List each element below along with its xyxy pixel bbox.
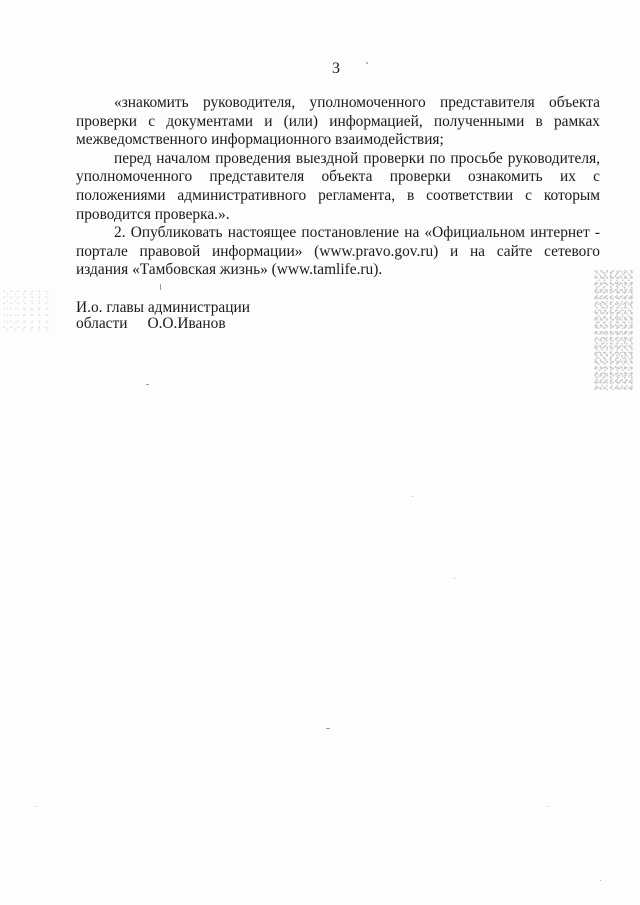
scan-speck: [326, 728, 330, 729]
paragraph: «знакомить руководителя, уполномоченного представителя объекта проверки с документами и (или) информацией, полученными в рамках межведомственного информационного взаимодействия;: [76, 94, 600, 149]
paragraph: перед началом проведения выездной проверки по просьбе руководителя, уполномоченного представителя объекта проверки ознакомить их с положениями административного регламента, в соответствии с которым проводится проверка.».: [76, 149, 600, 223]
scan-noise: [2, 290, 50, 330]
document-body: [76, 94, 600, 280]
scan-speck: [160, 284, 161, 290]
scan-speck: [366, 62, 368, 64]
page-number: 3: [332, 60, 340, 77]
scan-speck: [548, 806, 549, 807]
scan-speck: [36, 806, 37, 807]
scan-noise: [594, 270, 634, 390]
signatory-position-continued: [76, 316, 250, 332]
signatory-position-line2: области: [76, 315, 128, 332]
signatory-position: И.о. главы администрации: [76, 299, 250, 316]
scan-speck: [146, 384, 149, 385]
signature-block: [76, 300, 250, 332]
scan-speck: [412, 496, 413, 497]
scan-speck: [600, 880, 601, 881]
signatory-name: О.О.Иванов: [147, 315, 226, 332]
scan-speck: [454, 578, 455, 579]
paragraph: 2. Опубликовать настоящее постановление на «Официальном интернет - портале правовой информации» (www.pravo.gov.ru) и на сайте сетевого издания «Тамбовская жизнь» (www.tamlife.ru).: [76, 224, 600, 279]
